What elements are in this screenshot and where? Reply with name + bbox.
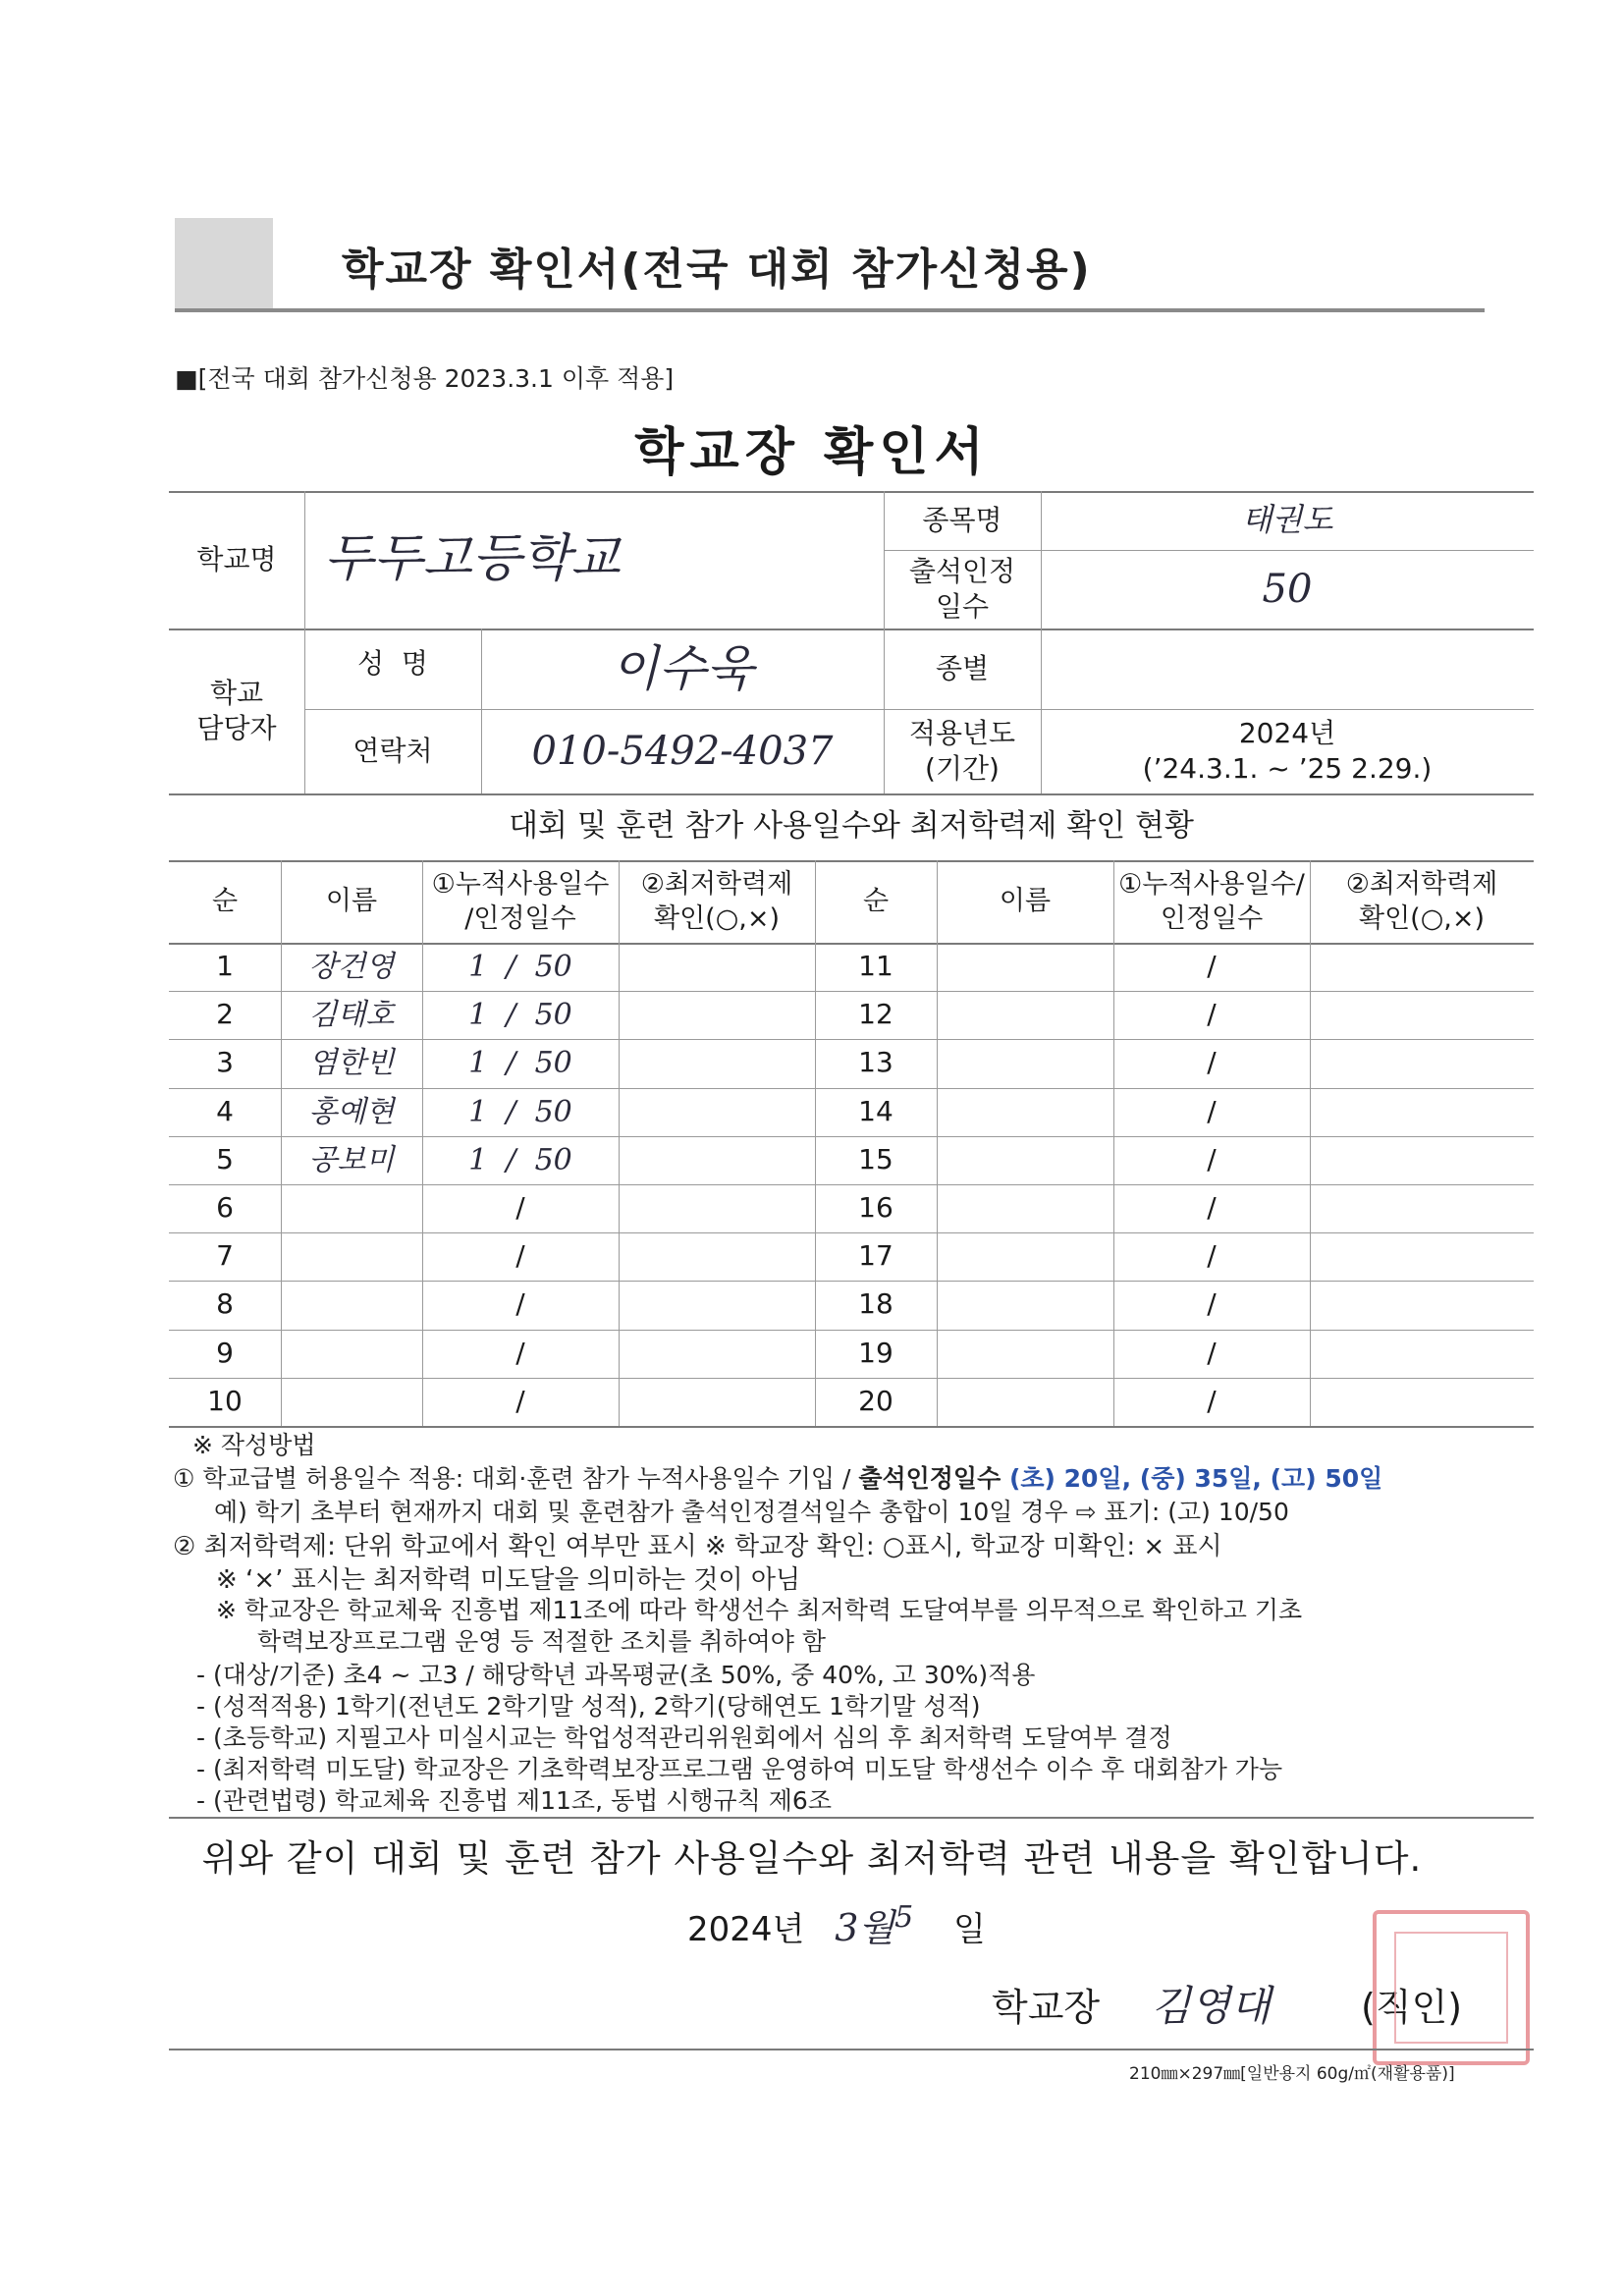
applied-year-label-line1: 적용년도 (908, 716, 1016, 749)
sport-label: 종목명 (922, 503, 1002, 536)
note-1 (173, 1459, 1382, 1495)
date-month: 3월 (835, 1906, 895, 1949)
school-name-value: 두두고등학교 (324, 529, 621, 589)
academic-check (619, 1088, 815, 1136)
note-detail: - (성적적용) 1학기(전년도 2학기말 성적), 2학기(당해연도 1학기말 성적) (196, 1692, 981, 1721)
used-days: / (1207, 1046, 1217, 1079)
form-reference: ■[전국 대회 참가신청용 2023.3.1 이후 적용] (175, 364, 675, 393)
note-2-sub-2: ※ 학교장은 학교체육 진흥법 제11조에 따라 학생선수 최저학력 도달여부를 의무적으로 확인하고 기초 (216, 1596, 1303, 1624)
student-name (281, 1184, 422, 1232)
academic-check (1310, 1088, 1534, 1136)
student-name: 홍예현 (308, 1095, 395, 1129)
used-days: / (515, 1337, 525, 1370)
student-name: 공보미 (308, 1143, 395, 1177)
academic-check (1310, 1281, 1534, 1329)
banner-underline (175, 308, 1485, 312)
used-days: / (515, 1239, 525, 1273)
used-days: / (1207, 1385, 1217, 1418)
header-shade-block (175, 218, 273, 308)
academic-check (1310, 1330, 1534, 1378)
date-line (687, 1897, 986, 1951)
note-detail: - (대상/기준) 초4 ~ 고3 / 해당학년 과목평균(초 50%, 중 40%, 고 30%)적용 (196, 1661, 1036, 1689)
used-days: / (515, 1191, 525, 1225)
row-number: 13 (858, 1046, 893, 1079)
contact-group-label (169, 629, 304, 793)
used-days: / (1207, 998, 1217, 1031)
student-name (937, 1281, 1113, 1329)
row-number: 10 (207, 1385, 243, 1418)
row-number: 1 (216, 950, 234, 983)
student-name: 염한빈 (308, 1046, 395, 1080)
contact-phone-value: 010-5492-4037 (531, 729, 834, 774)
student-name (281, 1378, 422, 1426)
used-days: / (1207, 1095, 1217, 1128)
sport-value: 태권도 (1241, 501, 1333, 539)
applied-year-label-line2: (기간) (925, 752, 1000, 785)
col-header-days: ①누적사용일수/ 인정일수 (1118, 868, 1305, 934)
row-number: 14 (858, 1095, 893, 1128)
col-header-no: 순 (211, 886, 239, 917)
student-name (937, 1039, 1113, 1087)
applied-year-label (884, 709, 1041, 793)
row-number: 2 (216, 998, 234, 1031)
attendance-label (884, 550, 1041, 629)
row-number: 12 (858, 998, 893, 1031)
academic-check (619, 1136, 815, 1184)
banner-title: 학교장 확인서(전국 대회 참가신청용) (342, 245, 1092, 295)
event-type-value (1041, 629, 1534, 709)
contact-group-label-line2: 담당자 (196, 712, 277, 744)
academic-check (619, 1184, 815, 1232)
row-number: 11 (858, 950, 893, 983)
student-name (281, 1281, 422, 1329)
row-number: 6 (216, 1191, 234, 1225)
academic-check (619, 1281, 815, 1329)
used-days: / (1207, 1287, 1217, 1321)
row-number: 18 (858, 1287, 893, 1321)
student-name (281, 1330, 422, 1378)
note-1-example: 예) 학기 초부터 현재까지 대회 및 훈련참가 출석인정결석일수 총합이 10일 경우 ⇨ 표기: (고) 10/50 (214, 1498, 1289, 1526)
contact-name-label: 성 명 (357, 646, 428, 680)
date-year: 2024년 (687, 1910, 805, 1949)
seal-inner-border (1394, 1932, 1508, 2044)
col-header-academic-check: ②최저학력제 확인(○,×) (1345, 868, 1498, 934)
seal-label: (직인) (1361, 1986, 1463, 2029)
school-name-label: 학교명 (196, 542, 277, 575)
col-header-academic-check: ②최저학력제 확인(○,×) (640, 868, 793, 934)
used-days: / (1207, 1239, 1217, 1273)
row-number: 9 (216, 1337, 234, 1370)
student-name (937, 1232, 1113, 1281)
academic-check (1310, 1232, 1534, 1281)
col-header-name: 이름 (999, 886, 1052, 917)
note-2: ② 최저학력제: 단위 학교에서 확인 여부만 표시 ※ 학교장 확인: ○표시, 학교장 미확인: × 표시 (173, 1532, 1222, 1561)
principal-signature: 김영대 (1151, 1982, 1271, 2030)
roster-section-title: 대회 및 훈련 참가 사용일수와 최저학력제 확인 현황 (509, 807, 1194, 844)
contact-phone-label: 연락처 (352, 734, 433, 767)
student-name (281, 1232, 422, 1281)
academic-check (619, 1330, 815, 1378)
paper-spec: 210㎜×297㎜[일반용지 60g/㎡(재활용품)] (1129, 2064, 1455, 2084)
used-days: 1 / 50 (468, 950, 572, 984)
academic-check (1310, 1184, 1534, 1232)
student-name: 장건영 (308, 950, 395, 984)
student-name (937, 1184, 1113, 1232)
used-days: / (1207, 950, 1217, 983)
confirmation-sentence: 위와 같이 대회 및 훈련 참가 사용일수와 최저학력 관련 내용을 확인합니다. (201, 1837, 1423, 1880)
footer-rule (169, 2049, 1534, 2050)
row-number: 15 (858, 1143, 893, 1176)
col-header-days: ①누적사용일수 /인정일수 (431, 868, 610, 934)
attendance-value: 50 (1262, 567, 1313, 612)
academic-check (619, 1378, 815, 1426)
used-days: / (1207, 1337, 1217, 1370)
notes-bottom-rule (169, 1817, 1534, 1819)
date-day: 5 (894, 1900, 914, 1935)
row-number: 8 (216, 1287, 234, 1321)
used-days: 1 / 50 (468, 1143, 572, 1177)
applied-period: (’24.3.1. ~ ’25 2.29.) (1142, 752, 1433, 785)
attendance-label-line2: 일수 (935, 590, 990, 623)
row-number: 16 (858, 1191, 893, 1225)
note-1-text: ① 학교급별 허용일수 적용: 대회·훈련 참가 누적사용일수 기입 / (173, 1464, 859, 1493)
student-name (937, 1136, 1113, 1184)
academic-check (1310, 1039, 1534, 1087)
academic-check (619, 991, 815, 1039)
date-day-label: 일 (952, 1910, 986, 1949)
academic-check (619, 1039, 815, 1087)
used-days: / (515, 1287, 525, 1321)
row-number: 19 (858, 1337, 893, 1370)
notes-heading: ※ 작성방법 (192, 1431, 316, 1459)
note-2-sub-2b: 학력보장프로그램 운영 등 적절한 조치를 취하여야 함 (257, 1627, 826, 1656)
academic-check (1310, 1378, 1534, 1426)
student-name (937, 1378, 1113, 1426)
row-number: 7 (216, 1239, 234, 1273)
attendance-label-line1: 출석인정 (908, 554, 1016, 587)
principal-label: 학교장 (992, 1986, 1101, 2029)
student-name (937, 991, 1113, 1039)
academic-check (1310, 1136, 1534, 1184)
event-type-label: 종별 (935, 651, 990, 684)
col-header-no: 순 (862, 886, 890, 917)
used-days: / (1207, 1191, 1217, 1225)
applied-year: 2024년 (1238, 716, 1336, 749)
note-1-attendance: 출석인정일수 (858, 1464, 1001, 1493)
row-number: 4 (216, 1095, 234, 1128)
student-name (937, 1088, 1113, 1136)
used-days: / (515, 1385, 525, 1418)
academic-check (619, 1232, 815, 1281)
used-days: 1 / 50 (468, 998, 572, 1032)
used-days: 1 / 50 (468, 1095, 572, 1129)
contact-group-label-line1: 학교 (209, 676, 264, 709)
contact-name-value: 이수욱 (611, 639, 754, 697)
note-1-allowance: (초) 20일, (중) 35일, (고) 50일 (1001, 1464, 1383, 1493)
row-number: 5 (216, 1143, 234, 1176)
academic-check (619, 943, 815, 991)
row-number: 20 (858, 1385, 893, 1418)
official-seal-stamp (1373, 1910, 1530, 2065)
note-detail: - (초등학교) 지필고사 미실시교는 학업성적관리위원회에서 심의 후 최저학력 도달여부 결정 (196, 1723, 1172, 1752)
used-days: 1 / 50 (468, 1046, 572, 1080)
doc-title: 학교장 확인서 (634, 423, 990, 482)
note-detail: - (최저학력 미도달) 학교장은 기초학력보장프로그램 운영하여 미도달 학생선수 이수 후 대회참가 가능 (196, 1755, 1283, 1783)
row-number: 17 (858, 1239, 893, 1273)
academic-check (1310, 943, 1534, 991)
note-detail: - (관련법령) 학교체육 진흥법 제11조, 동법 시행규칙 제6조 (196, 1786, 832, 1815)
student-name (937, 1330, 1113, 1378)
student-name: 김태호 (308, 998, 395, 1032)
row-number: 3 (216, 1046, 234, 1079)
roster-bottom-rule (169, 1426, 1534, 1428)
student-name (937, 943, 1113, 991)
col-header-name: 이름 (325, 886, 378, 917)
note-2-sub-1: ※ ‘×’ 표시는 최저학력 미도달을 의미하는 것이 아님 (216, 1565, 801, 1595)
academic-check (1310, 991, 1534, 1039)
applied-year-value (1041, 709, 1534, 793)
used-days: / (1207, 1143, 1217, 1176)
